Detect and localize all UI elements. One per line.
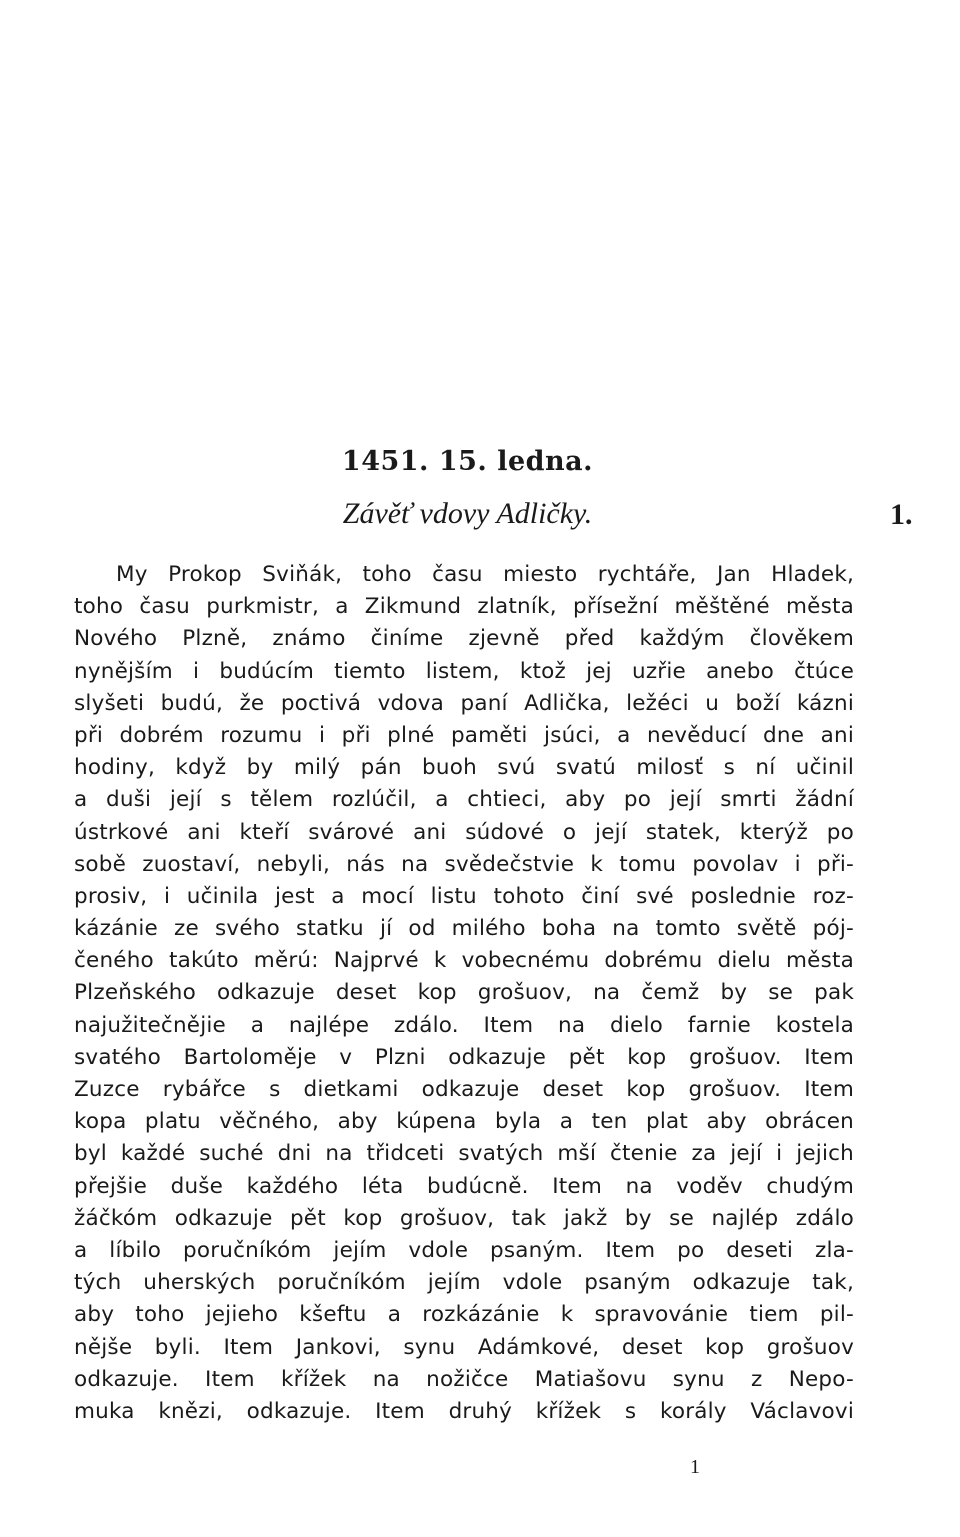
text-line: muka knězi, odkazuje. Item druhý křížek s korály Václavovi bbox=[74, 1398, 854, 1424]
text-line: najužitečnějie a najlépe zdálo. Item na dielo farnie kostela bbox=[74, 1012, 854, 1038]
document-date: 1451. 15. ledna. bbox=[341, 446, 594, 477]
text-line: prosiv, i učinila jest a mocí listu tohoto činí své poslednie roz- bbox=[74, 883, 854, 909]
text-line: při dobrém rozumu i při plné paměti jsúci, a nevěducí dne ani bbox=[74, 722, 854, 748]
text-line: aby toho jejieho kšeftu a rozkázánie k spravovánie tiem pil- bbox=[74, 1302, 854, 1328]
text-line: Nového Plzně, známo činíme zjevně před každým člověkem bbox=[74, 626, 854, 652]
page-number: 1 bbox=[690, 1456, 700, 1478]
text-line: přejšie duše každého léta budúcně. Item na voděv chudým bbox=[74, 1173, 854, 1199]
text-line: kopa platu věčného, aby kúpena byla a ten plat aby obrácen bbox=[74, 1109, 854, 1135]
text-line: a duši její s tělem rozlúčil, a chtieci, aby po její smrti žádní bbox=[74, 787, 854, 813]
text-line: Zuzce rybářce s dietkami odkazuje deset kop grošuov. Item bbox=[74, 1077, 854, 1102]
text-line: ústrkové ani kteří svárové ani súdové o její statek, kterýž po bbox=[74, 819, 854, 845]
document-title: Závěť vdovy Adličky. bbox=[342, 497, 593, 530]
text-line: kázánie ze svého statku jí od milého boha na tomto světě pój- bbox=[74, 916, 854, 942]
text-line: My Prokop Sviňák, toho času miesto rychtáře, Jan Hladek, bbox=[116, 562, 854, 587]
text-line: hodiny, když by milý pán buoh svú svatú milosť s ní učinil bbox=[74, 755, 854, 781]
text-line: toho času purkmistr, a Zikmund zlatník, přísežní měštěné města bbox=[74, 594, 854, 620]
text-line: a líbilo poručníkóm jejím vdole psaným. Item po deseti zla- bbox=[74, 1237, 854, 1263]
text-line: slyšeti budú, že poctivá vdova paní Adlička, ležéci u boží kázni bbox=[74, 690, 854, 716]
text-line: tých uherských poručníkóm jejím vdole psaným odkazuje tak, bbox=[74, 1270, 854, 1296]
text-line: čeného takúto měrú: Najprvé k vobecnému dobrému dielu města bbox=[74, 948, 854, 974]
text-line: Plzeňského odkazuje deset kop grošuov, na čemž by se pak bbox=[74, 980, 854, 1006]
text-line: sobě zuostaví, nebyli, nás na svědečstvie k tomu povolav i při- bbox=[74, 851, 854, 877]
text-line: odkazuje. Item křížek na nožičce Matiašovu synu z Nepo- bbox=[74, 1366, 854, 1392]
document-number: 1. bbox=[890, 498, 913, 531]
text-line: nynějším i budúcím tiemto listem, ktož jej uzřie anebo čtúce bbox=[74, 658, 854, 684]
text-line: nějše byli. Item Jankovi, synu Adámkové, deset kop grošuov bbox=[74, 1334, 854, 1360]
text-line: žáčkóm odkazuje pět kop grošuov, tak jakž by se najlép zdálo bbox=[74, 1205, 854, 1231]
document-body bbox=[74, 559, 854, 1428]
text-line: byl každé suché dni na třidceti svatých mší čtenie za její i jejich bbox=[74, 1141, 854, 1167]
text-line: svatého Bartoloměje v Plzni odkazuje pět kop grošuov. Item bbox=[74, 1044, 854, 1070]
